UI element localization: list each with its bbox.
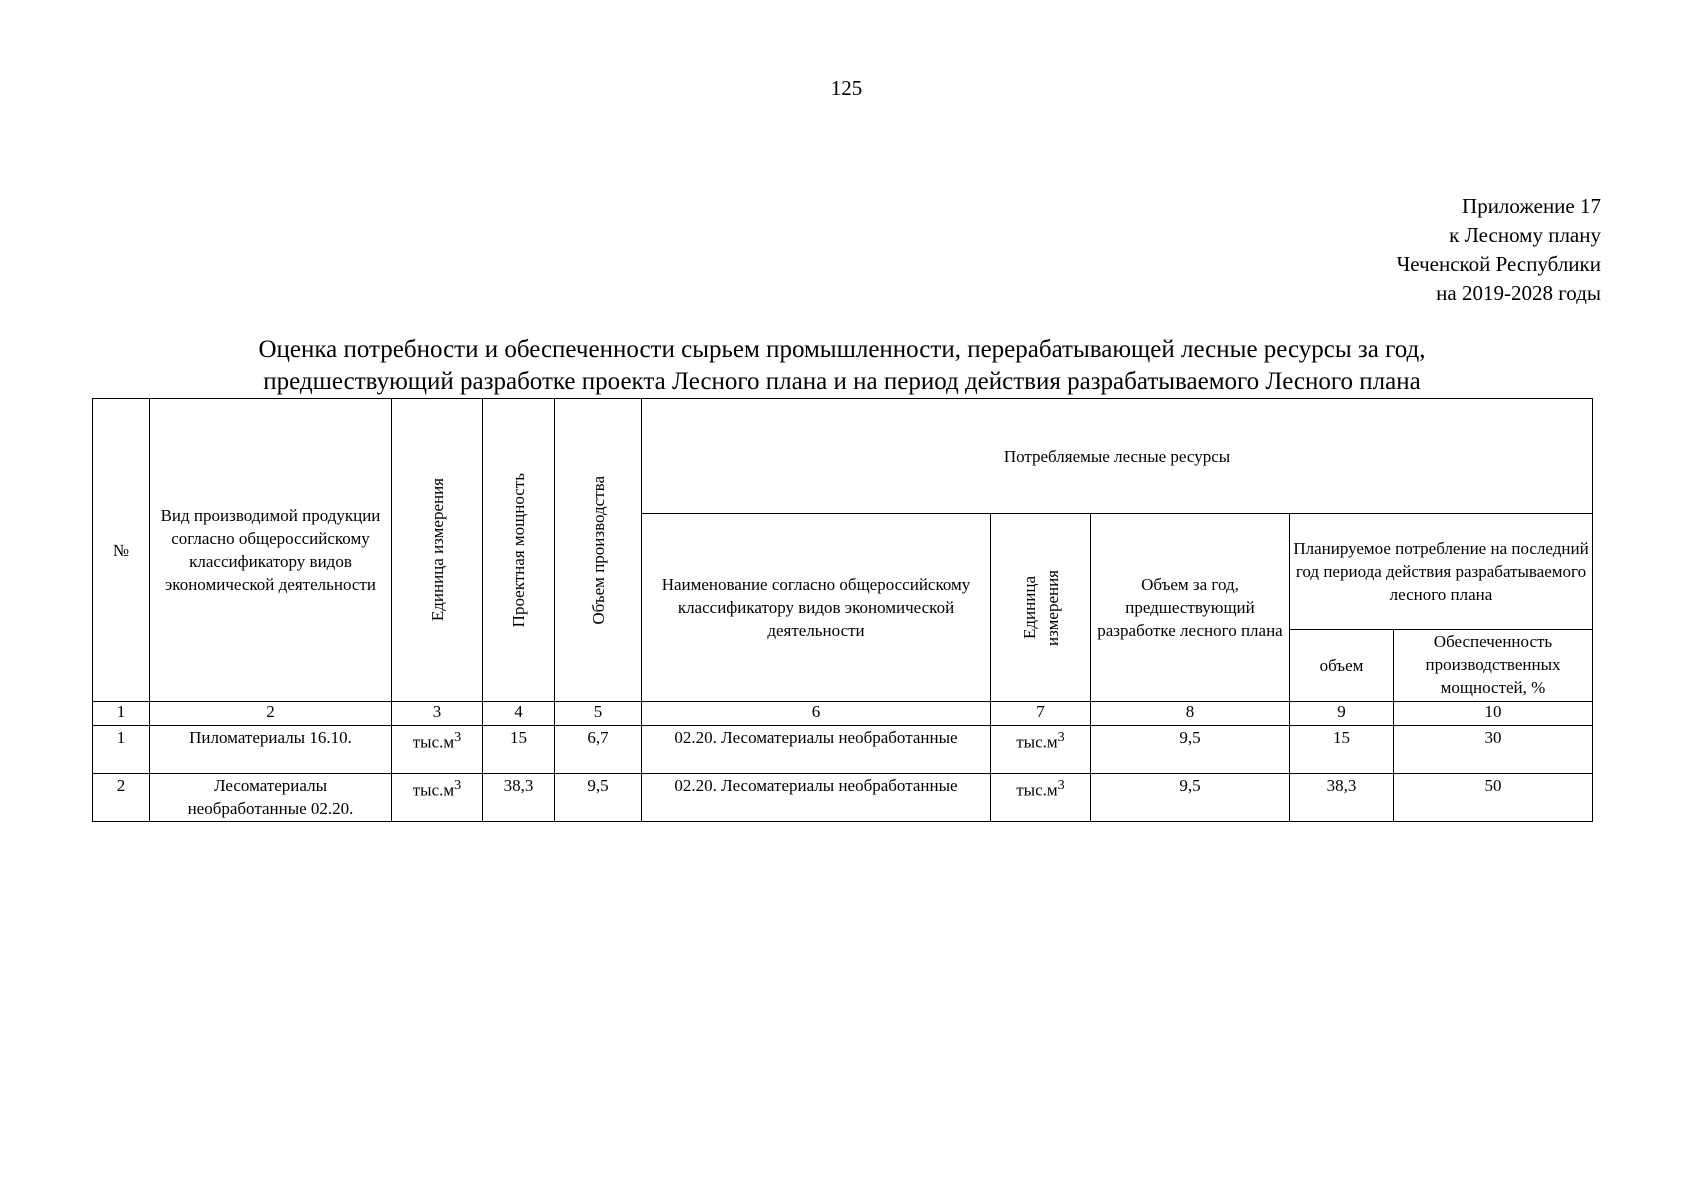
unit-base: тыс.м [412, 732, 455, 752]
table-row [93, 774, 1593, 822]
title-line: Оценка потребности и обеспеченности сырьем промышленности, перерабатывающей лесные ресурсы за год, [258, 336, 1426, 363]
column-number: 4 [483, 702, 555, 726]
title-line: предшествующий разработке проекта Лесного плана и на период действия разрабатываемого Лесного плана [263, 368, 1421, 395]
cell-name: 02.20. Лесоматериалы необработанные [642, 726, 991, 774]
column-number: 3 [392, 702, 483, 726]
header-volume [555, 399, 642, 702]
column-number: 5 [555, 702, 642, 726]
header-unit2-line2: измерения [1042, 569, 1062, 646]
header-num: № [93, 399, 150, 702]
header-provision: Обеспеченность производственных мощностей, % [1394, 630, 1593, 702]
appendix-note [1397, 192, 1601, 308]
page-number: 125 [830, 76, 863, 100]
column-number: 7 [991, 702, 1091, 726]
header-unit2 [991, 514, 1091, 702]
cell-unit2 [991, 726, 1091, 774]
cell-num: 1 [93, 726, 150, 774]
column-number: 9 [1290, 702, 1394, 726]
column-number: 6 [642, 702, 991, 726]
column-number: 10 [1394, 702, 1593, 726]
header-consumed: Потребляемые лесные ресурсы [642, 399, 1593, 514]
cell-unit [392, 774, 483, 822]
unit-sup: 3 [1057, 777, 1065, 793]
cell-planned-volume: 15 [1290, 726, 1394, 774]
cell-volume: 6,7 [555, 726, 642, 774]
cell-product: Лесоматериалы необработанные 02.20. [150, 774, 392, 822]
unit-sup: 3 [454, 729, 462, 745]
cell-prev-volume: 9,5 [1091, 774, 1290, 822]
cell-unit [392, 726, 483, 774]
header-unit [392, 399, 483, 702]
cell-product: Пиломатериалы 16.10. [150, 726, 392, 774]
appendix-line: на 2019-2028 годы [1436, 281, 1601, 305]
cell-capacity: 38,3 [483, 774, 555, 822]
cell-num: 2 [93, 774, 150, 822]
header-product: Вид производимой продукции согласно общероссийскому классификатору видов экономической деятельности [150, 399, 392, 702]
table-row [93, 726, 1593, 774]
unit-sup: 3 [1057, 729, 1065, 745]
column-number: 2 [150, 702, 392, 726]
header-planned-volume: объем [1290, 630, 1394, 702]
header-capacity-text: Проектная мощность [509, 472, 528, 628]
header-row [93, 399, 1593, 514]
appendix-line: Приложение 17 [1462, 194, 1601, 218]
header-capacity [483, 399, 555, 702]
cell-provision: 50 [1394, 774, 1593, 822]
appendix-line: к Лесному плану [1449, 223, 1601, 247]
header-volume-text: Объем производства [588, 475, 608, 625]
cell-provision: 30 [1394, 726, 1593, 774]
cell-capacity: 15 [483, 726, 555, 774]
unit-base: тыс.м [1016, 732, 1058, 752]
header-name: Наименование согласно общероссийскому классификатору видов экономической деятельности [642, 514, 991, 702]
unit-sup: 3 [454, 777, 462, 793]
cell-prev-volume: 9,5 [1091, 726, 1290, 774]
cell-name: 02.20. Лесоматериалы необработанные [642, 774, 991, 822]
cell-planned-volume: 38,3 [1290, 774, 1394, 822]
column-number: 1 [93, 702, 150, 726]
cell-volume: 9,5 [555, 774, 642, 822]
resource-table [92, 398, 1593, 822]
unit-base: тыс.м [412, 780, 455, 800]
column-numbers-row [93, 702, 1593, 726]
header-planned: Планируемое потребление на последний год периода действия разрабатываемого лесного плана [1290, 514, 1593, 630]
header-unit2-line1: Единица [1019, 576, 1039, 639]
column-number: 8 [1091, 702, 1290, 726]
cell-unit2 [991, 774, 1091, 822]
document-title [92, 334, 1592, 398]
unit-base: тыс.м [1016, 780, 1058, 800]
header-unit-text: Единица измерения [427, 478, 447, 622]
appendix-line: Чеченской Республики [1396, 252, 1601, 276]
header-prev-volume: Объем за год, предшествующий разработке лесного плана [1091, 514, 1290, 702]
